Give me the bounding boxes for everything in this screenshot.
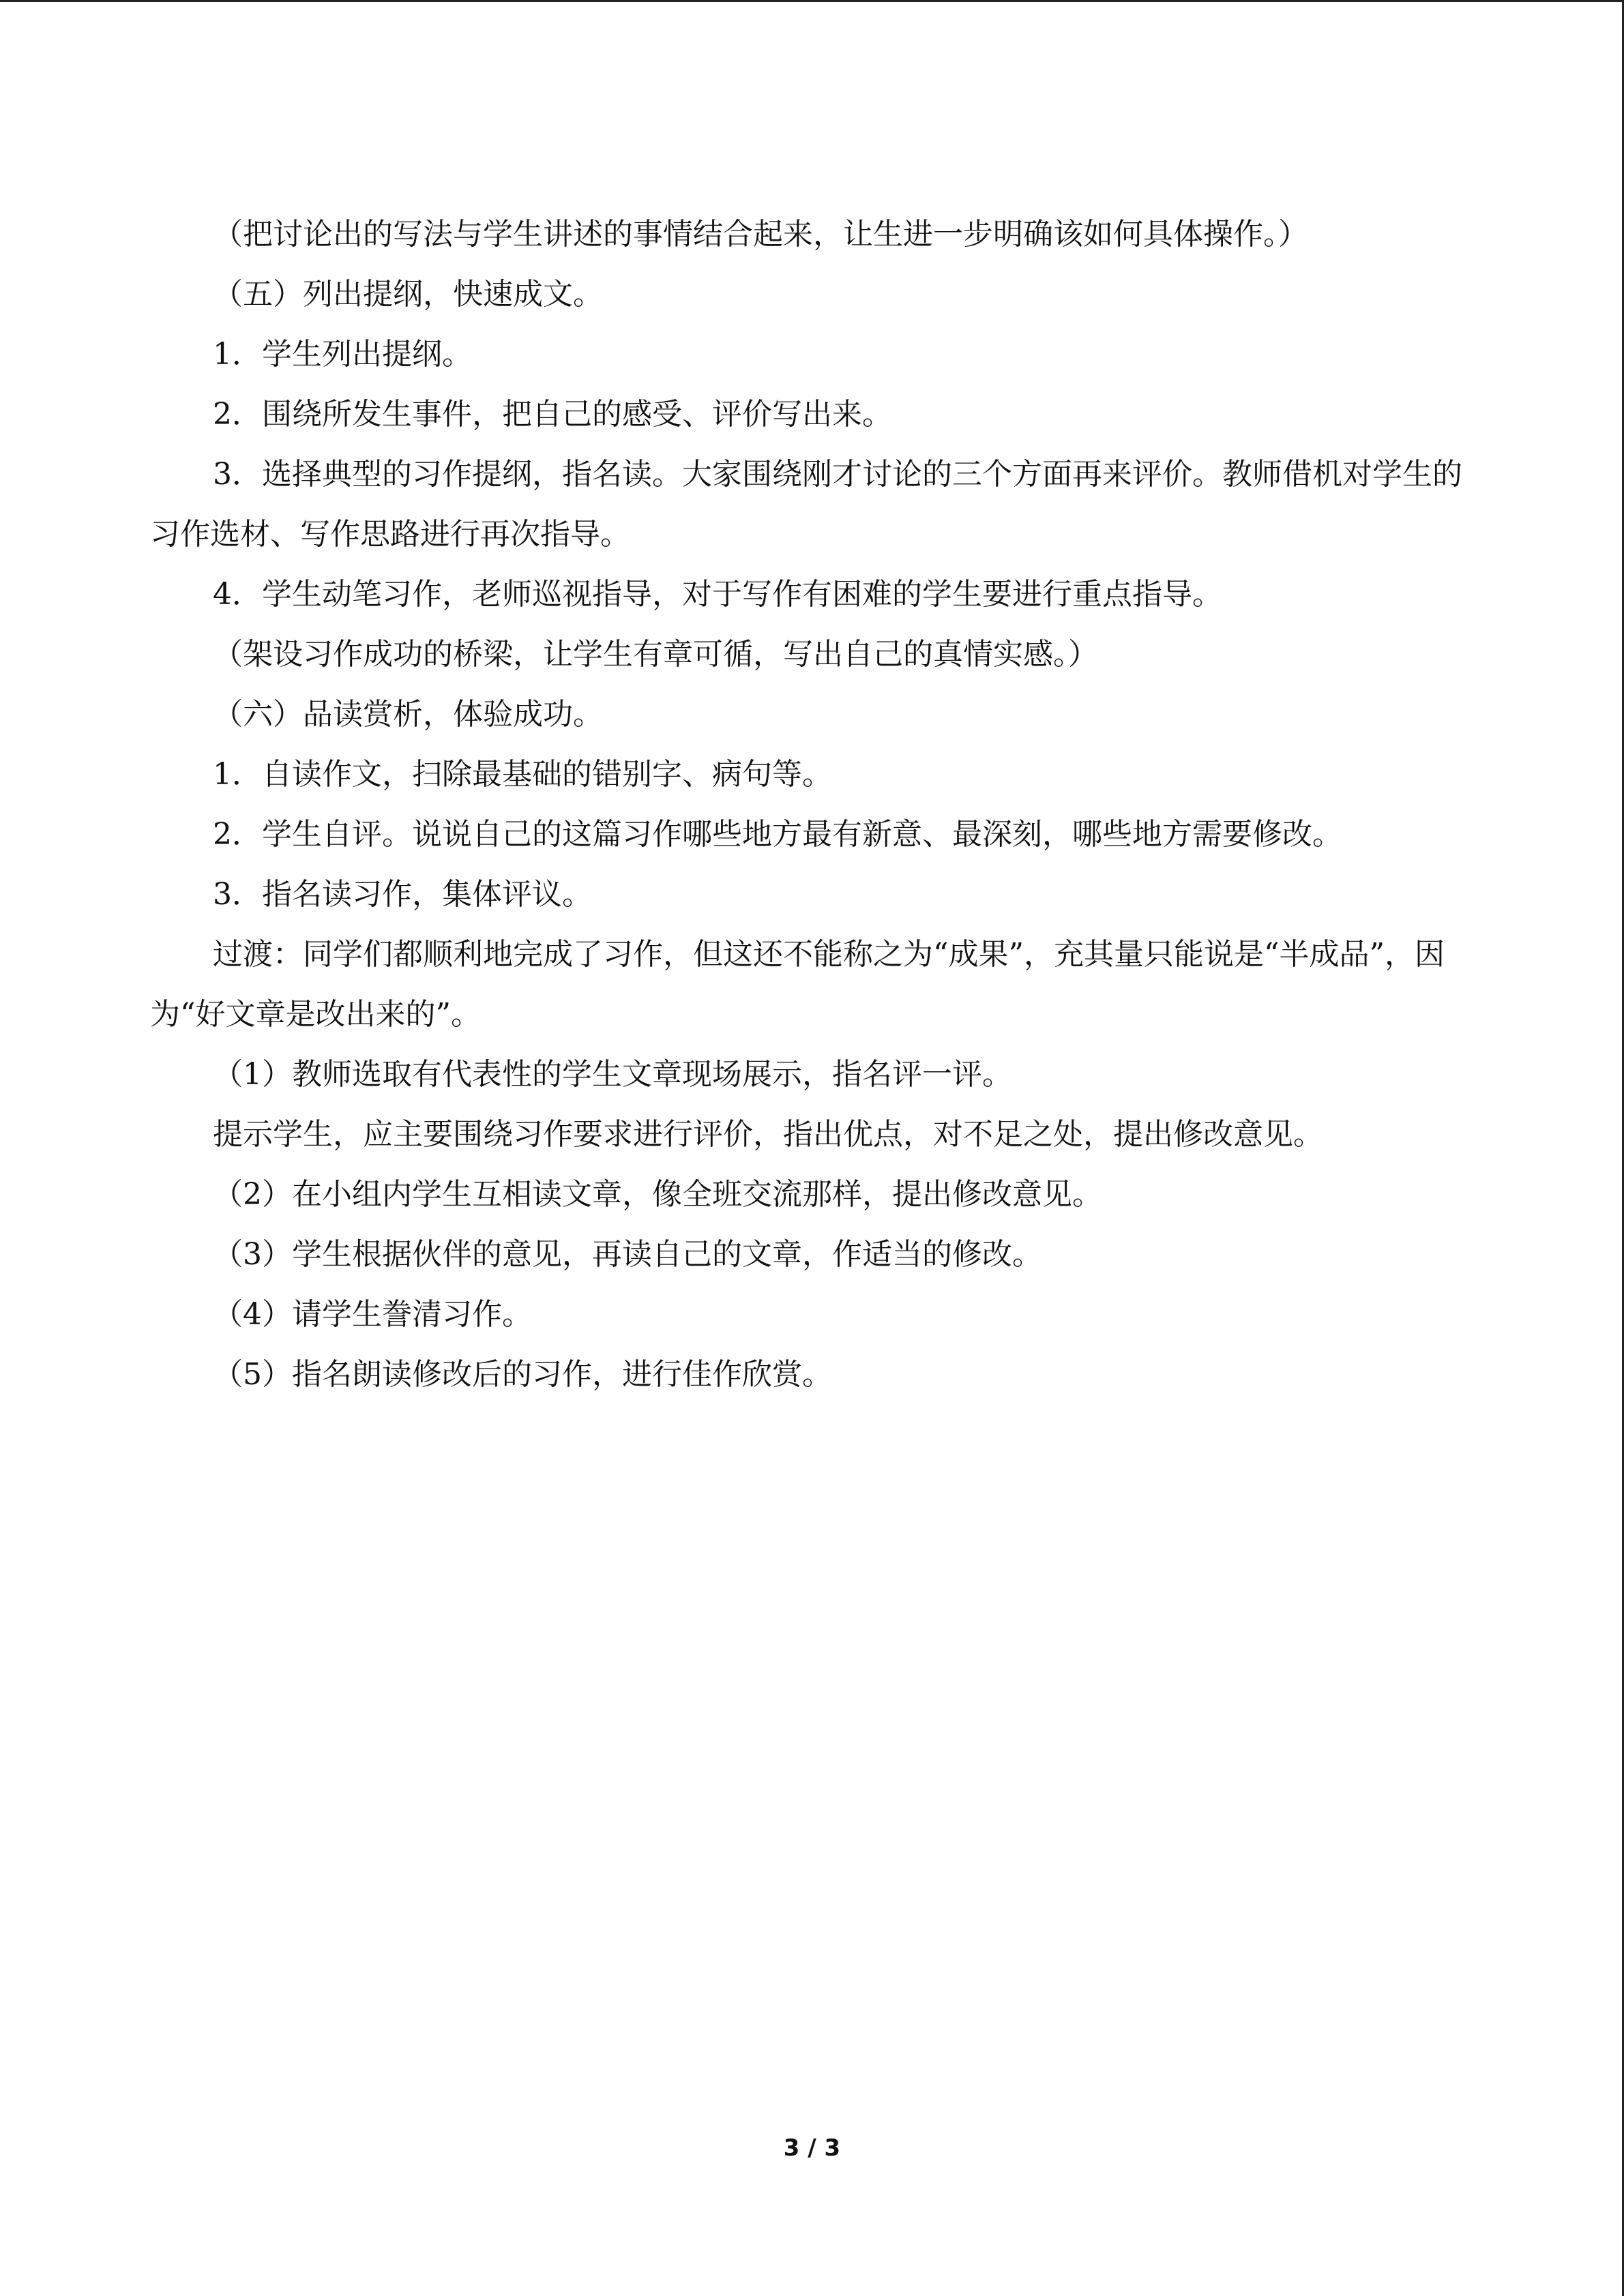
list-item: 4．学生动笔习作，老师巡视指导，对于写作有困难的学生要进行重点指导。 <box>213 577 1222 612</box>
list-item: 2．学生自评。说说自己的这篇习作哪些地方最有新意、最深刻，哪些地方需要修改。 <box>213 817 1342 852</box>
list-item: （5）指名朗读修改后的习作，进行佳作欣赏。 <box>213 1357 832 1392</box>
document-body <box>150 205 1473 1405</box>
paragraph: 过渡：同学们都顺利地完成了习作，但这还不能称之为“成果”，充其量只能说是“半成品”，因为“好文章是改出来的”。 <box>150 937 1445 1032</box>
list-item: 1．自读作文，扫除最基础的错别字、病句等。 <box>213 757 832 792</box>
list-item: （4）请学生誊清习作。 <box>213 1297 532 1332</box>
list-item: （2）在小组内学生互相读文章，像全班交流那样，提出修改意见。 <box>213 1177 1102 1212</box>
section-heading: （五）列出提纲，快速成文。 <box>213 277 603 312</box>
list-item: 3．指名读习作，集体评议。 <box>213 877 592 912</box>
page-number: 3 / 3 <box>783 2134 841 2162</box>
section-heading: （六）品读赏析，体验成功。 <box>213 697 603 732</box>
paragraph: （架设习作成功的桥梁，让学生有章可循，写出自己的真情实感。） <box>213 637 1098 672</box>
list-item: （3）学生根据伙伴的意见，再读自己的文章，作适当的修改。 <box>213 1237 1042 1272</box>
list-item: 1．学生列出提纲。 <box>213 337 472 372</box>
list-item: 2．围绕所发生事件，把自己的感受、评价写出来。 <box>213 397 892 432</box>
paragraph: （把讨论出的写法与学生讲述的事情结合起来，让生进一步明确该如何具体操作。） <box>213 217 1308 252</box>
list-item: （1）教师选取有代表性的学生文章现场展示，指名评一评。 <box>213 1057 1012 1092</box>
list-item: 3．选择典型的习作提纲，指名读。大家围绕刚才讨论的三个方面再来评价。教师借机对学生的习作选材、写作思路进行再次指导。 <box>150 457 1462 552</box>
paragraph: 提示学生，应主要围绕习作要求进行评价，指出优点，对不足之处，提出修改意见。 <box>213 1117 1323 1152</box>
page-top-border <box>0 0 1624 2</box>
